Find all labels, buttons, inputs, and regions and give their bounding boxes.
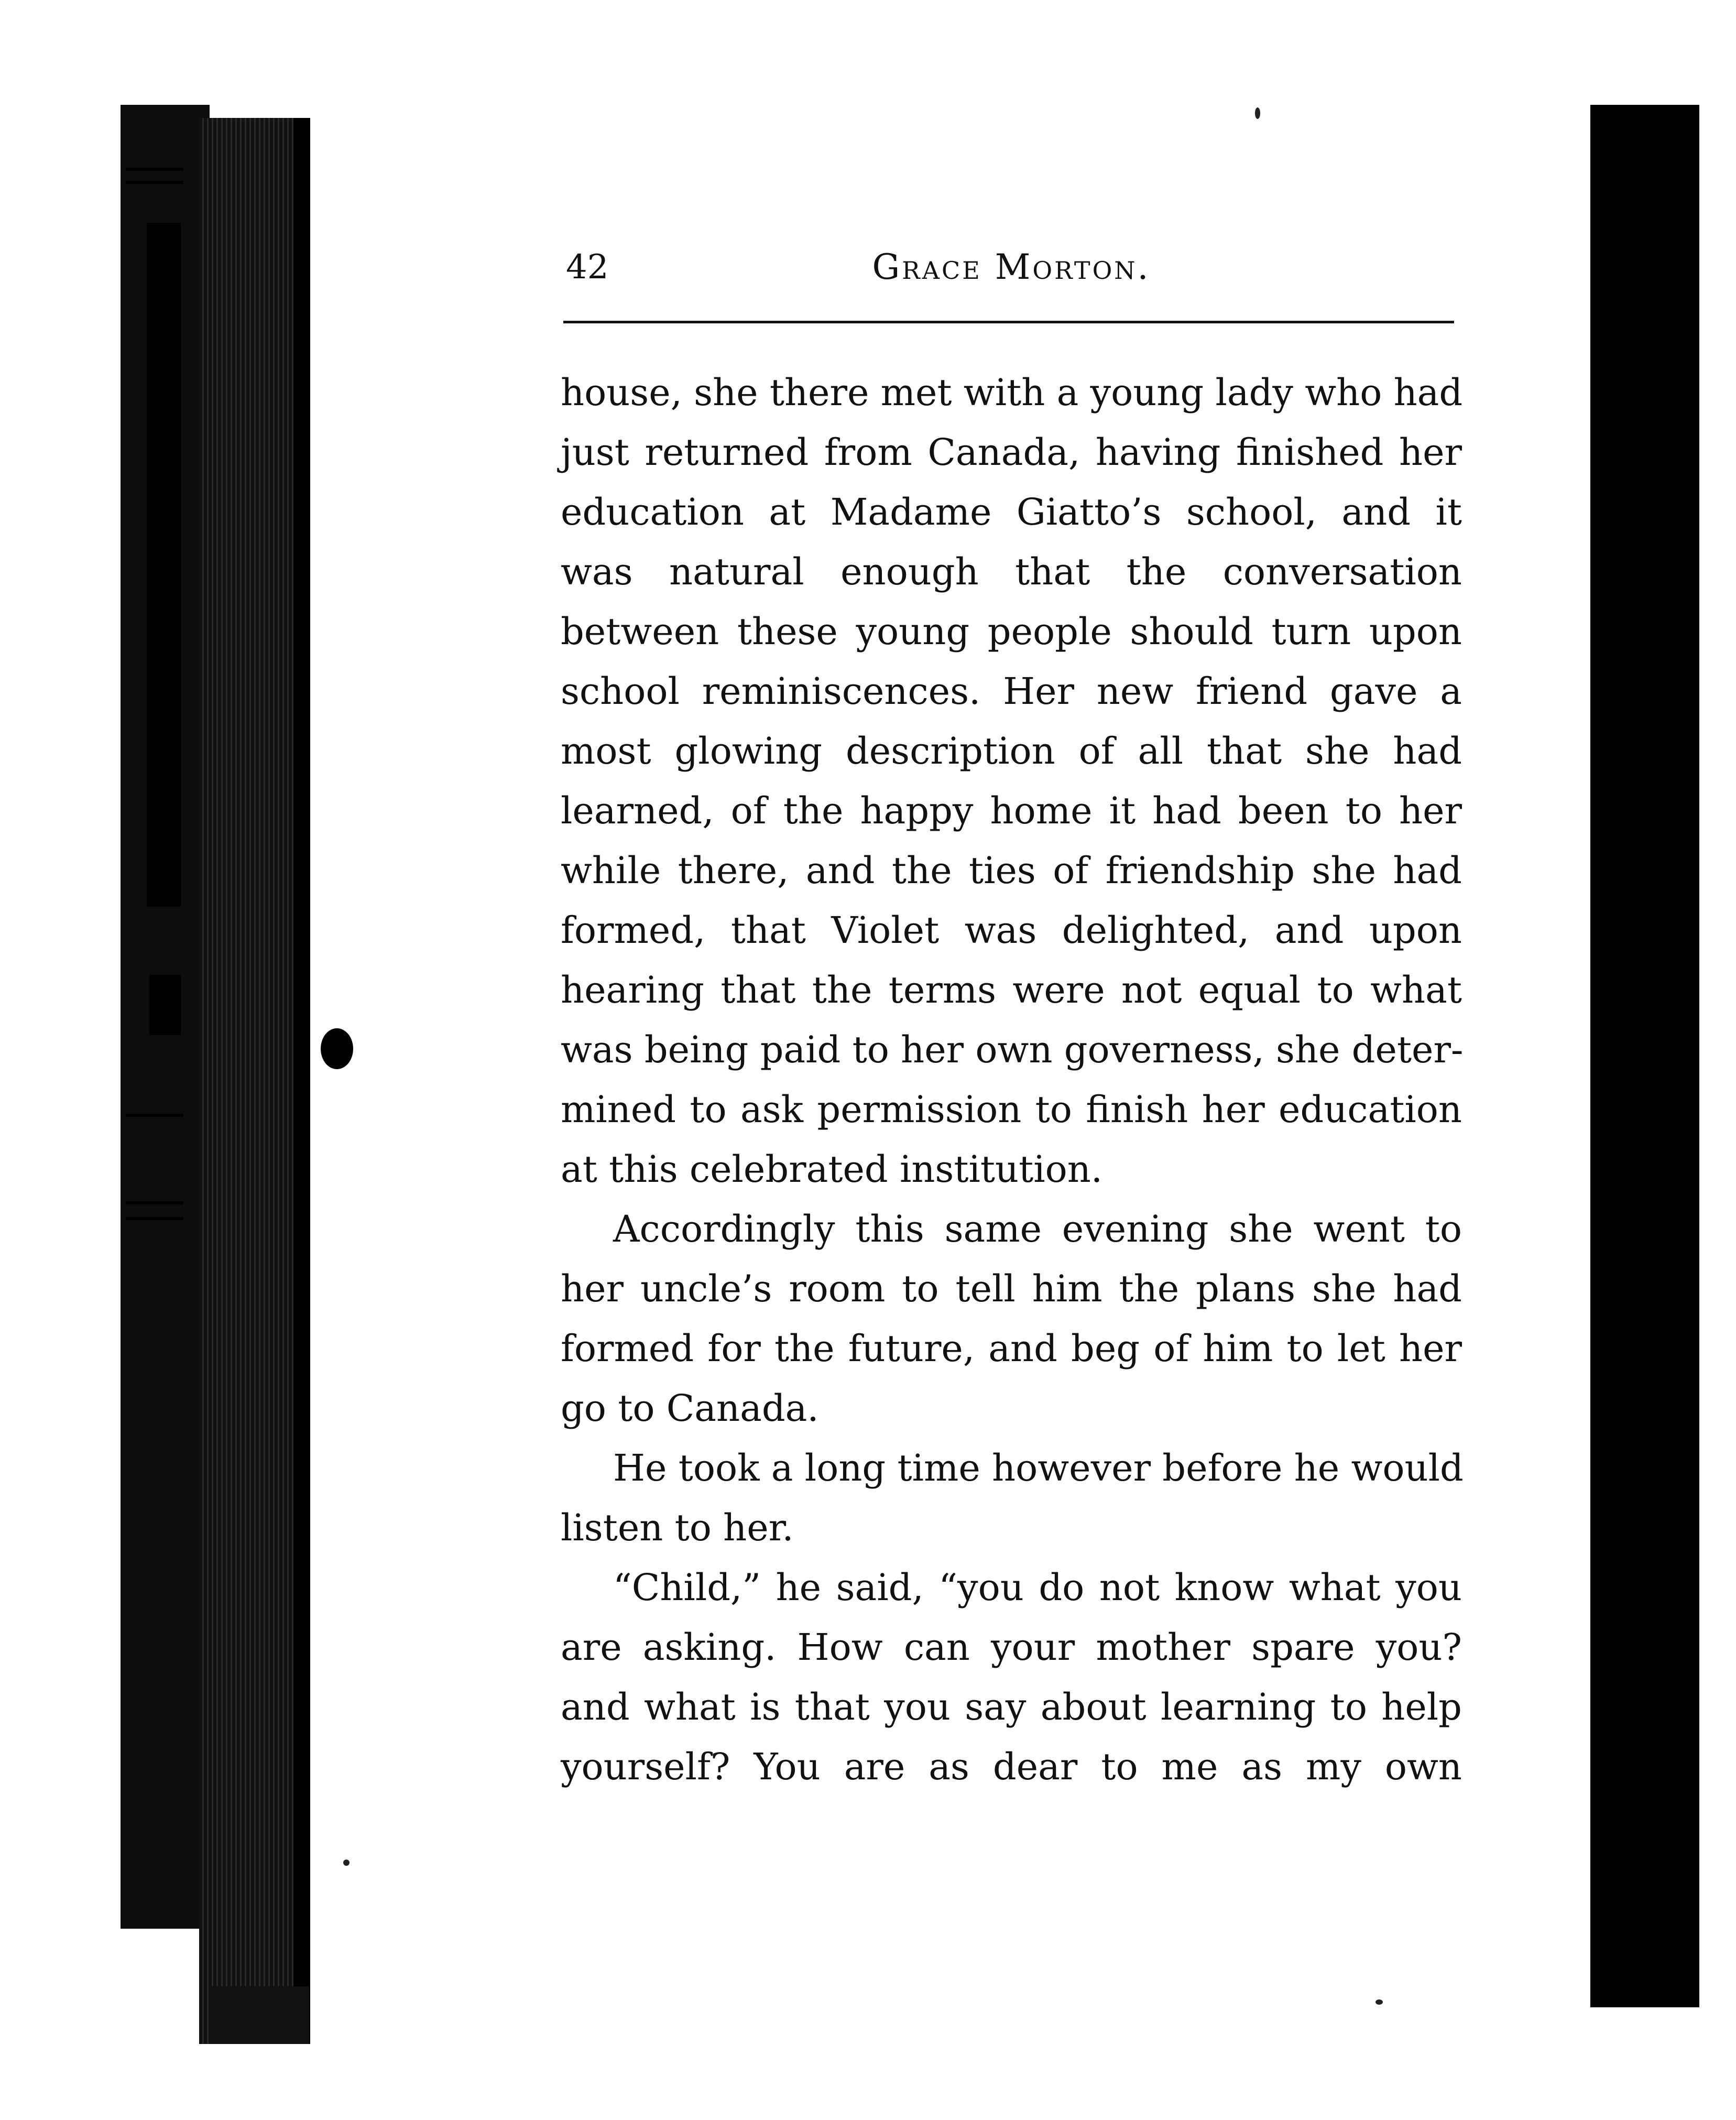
- running-head: Grace Morton.: [872, 247, 1151, 287]
- scan-edge-line: [126, 1114, 183, 1117]
- text-line: was being paid to her own governess, she deter-: [561, 1028, 1464, 1071]
- speck: [343, 1860, 350, 1866]
- text-line: formed for the future, and beg of him to let her: [561, 1327, 1462, 1370]
- scan-edge-line: [126, 1217, 183, 1220]
- text-line: go to Canada.: [561, 1387, 819, 1430]
- page-number: 42: [566, 248, 609, 287]
- spine-gutter: [293, 118, 310, 2044]
- header-rule: [563, 321, 1454, 323]
- text-line: yourself? You are as dear to me as my own: [561, 1745, 1462, 1788]
- text-line: and what is that you say about learning to help: [561, 1686, 1462, 1728]
- scan-edge-mark: [149, 975, 181, 1035]
- text-line: school reminiscences. Her new friend gave a: [561, 670, 1462, 713]
- text-line: hearing that the terms were not equal to what: [561, 969, 1462, 1012]
- body-text: [561, 363, 1462, 1797]
- book-spine-shadow: [199, 118, 309, 2044]
- ink-blot: [321, 1028, 353, 1069]
- text-line: most glowing description of all that she had: [561, 730, 1462, 773]
- speck: [1375, 1999, 1383, 2005]
- scan-edge-line: [126, 168, 183, 171]
- text-line: at this celebrated institution.: [561, 1148, 1103, 1191]
- spine-bottom: [210, 1986, 309, 2044]
- text-line: house, she there met with a young lady who had: [561, 371, 1463, 414]
- text-line: listen to her.: [561, 1506, 794, 1549]
- text-line: just returned from Canada, having finished her: [561, 431, 1462, 474]
- scan-edge-mark: [147, 223, 181, 907]
- scan-edge-line: [126, 181, 183, 184]
- text-line: her uncle’s room to tell him the plans she had: [561, 1267, 1462, 1310]
- page-header: [566, 236, 1457, 293]
- text-line: are asking. How can your mother spare you?: [561, 1626, 1462, 1669]
- scan-edge-line: [126, 1201, 183, 1204]
- page-right-edge: [1590, 105, 1699, 2007]
- text-line: was natural enough that the conversation: [561, 550, 1462, 593]
- text-line: Accordingly this same evening she went to: [613, 1208, 1462, 1251]
- text-line: between these young people should turn upon: [561, 610, 1462, 653]
- text-line: “Child,” he said, “you do not know what you: [613, 1566, 1462, 1609]
- text-line: He took a long time however before he would: [613, 1447, 1464, 1490]
- text-line: while there, and the ties of friendship she had: [561, 849, 1462, 892]
- text-line: education at Madame Giatto’s school, and it: [561, 491, 1462, 534]
- text-line: mined to ask permission to finish her education: [561, 1088, 1462, 1131]
- text-line: formed, that Violet was delighted, and upon: [561, 909, 1462, 952]
- speck: [1255, 107, 1260, 119]
- text-line: learned, of the happy home it had been to her: [561, 789, 1462, 832]
